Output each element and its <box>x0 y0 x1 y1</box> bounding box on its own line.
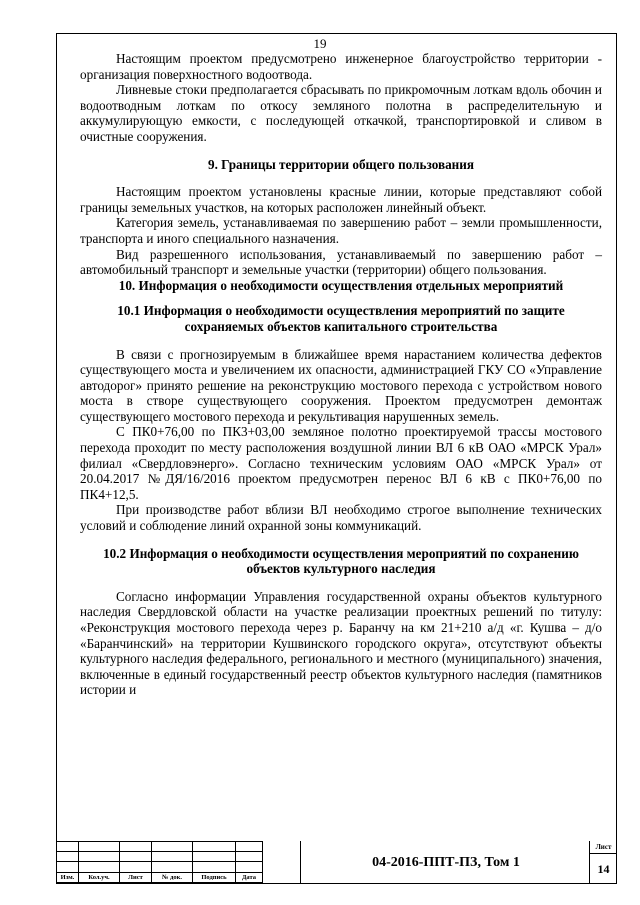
paragraph: С ПК0+76,00 по ПК3+03,00 земляное полотно проектируемой трассы мостового перехода проходит по месту расположения воздушной линии ВЛ 6 кВ ОАО «МРСК Урал» филиал «Свердловэнерго». Согласно техническим условиям ОАО «МРСК Урал» от 20.04.2017 №ДЯ/16/2016 проектом предусмотрен перенос ВЛ 6 кВ с ПК0+76,00 по ПК4+12,5. <box>80 424 602 502</box>
revision-table <box>56 841 263 883</box>
paragraph: Вид разрешенного использования, устанавливаемый по завершению работ – автомобильный транспорт и земельные участки (территории) общего пользования. <box>80 246 602 278</box>
paragraph: Настоящим проектом установлены красные линии, которые представляют собой границы земельных участков, на которых расположен линейный объект. <box>80 184 602 215</box>
paragraph: При производстве работ вблизи ВЛ необходимо строгое выполнение технических условий и соблюдение линий охранной зоны коммуникаций. <box>80 502 602 534</box>
col-header: Лист <box>120 873 152 883</box>
paragraph: Ливневые стоки предполагается сбрасывать по прикромочным лоткам вдоль обочин и водоотводным лоткам по откосу земляного полотна в распределительную и аккумулирующую емкости, с последующей откачкой, транспортировкой и сливом в очистные сооружения. <box>80 82 602 144</box>
section-10-title: 10. Информация о необходимости осуществления отдельных мероприятий <box>118 277 564 293</box>
col-header: Кол.уч. <box>79 873 120 883</box>
document-body <box>80 51 602 698</box>
col-header: № док. <box>152 873 193 883</box>
section-10-2-title: 10.2 Информация о необходимости осуществления мероприятий по сохранению объектов культурного наследия <box>103 545 579 577</box>
paragraph: Категория земель, устанавливаемая по завершению работ – земли промышленности, транспорта и иного специального назначения. <box>80 215 602 246</box>
section-10-1-title: 10.1 Информация о необходимости осуществления мероприятий по защите сохраняемых объектов капитального строительства <box>117 303 565 334</box>
sheet-number: 14 <box>597 862 610 876</box>
col-header: Дата <box>236 873 263 883</box>
col-header: Подпись <box>193 873 236 883</box>
paragraph: Настоящим проектом предусмотрено инженерное благоустройство территории - организация поверхностного водоотвода. <box>80 51 602 82</box>
sheet-number-box <box>589 841 617 884</box>
paragraph: В связи с прогнозируемым в ближайшее время нарастанием количества дефектов существующего моста и увеличением их опасности, администрацией ГКУ СО «Управление автодорог» принято решение на реконструкцию мостового перехода с устройством нового моста в створе существующего сооружения. Проектом предусмотрен демонтаж существующего мостового перехода и рекультивация нарушенных земель. <box>80 346 602 424</box>
paragraph: Согласно информации Управления государственной охраны объектов культурного наследия Свердловской области на участке реализации проектных решений по титулу: «Реконструкция мостового перехода через р. Баранчу на км 21+210 а/д «г. Кушва – д/о «Баранчинский» на территории Кушвинского городского округа», отсутствуют объекты культурного наследия федерального, регионального и местного (муниципального) значения, включенные в единый государственный реестр объектов культурного наследия (памятников истории и <box>80 588 602 698</box>
document-code: 04-2016-ППТ-ПЗ, Том 1 <box>300 841 591 884</box>
sheet-label: Лист <box>590 841 617 854</box>
col-header: Изм. <box>57 873 79 883</box>
page-number: 19 <box>313 36 327 51</box>
section-9-title: 9. Границы территории общего пользования <box>207 156 475 172</box>
title-block <box>56 841 617 884</box>
